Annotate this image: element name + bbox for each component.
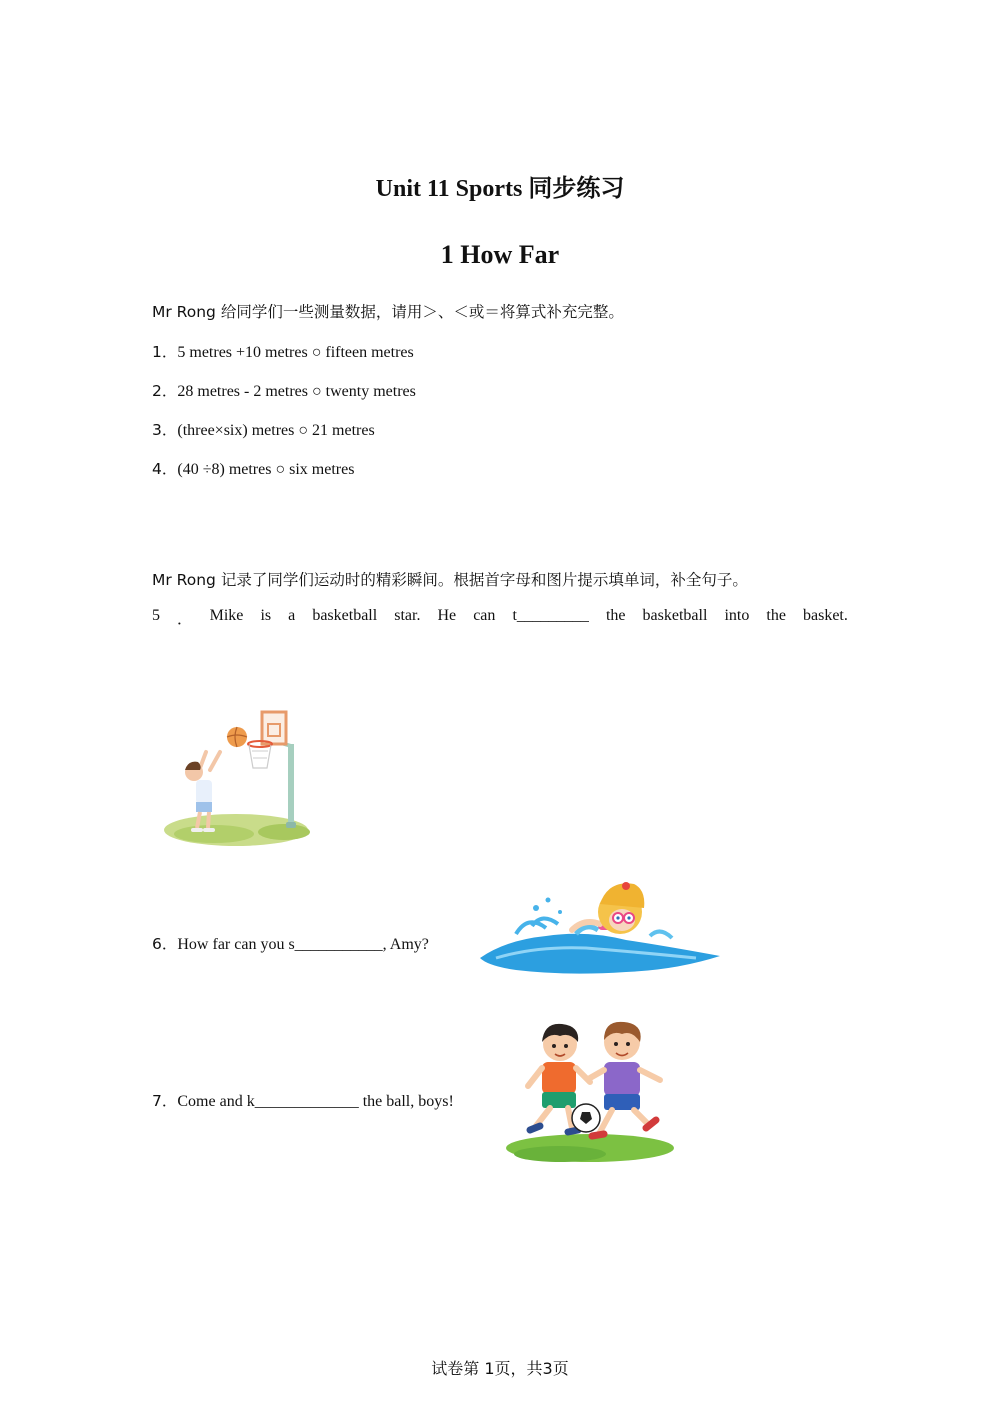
q5-word: star.: [394, 607, 421, 624]
question-5: [152, 607, 848, 629]
q5-word: basket.: [803, 607, 848, 624]
question-number: 3．: [152, 421, 178, 439]
q5-word: is: [260, 607, 272, 624]
question-number: 4．: [152, 460, 178, 478]
question-6: [152, 932, 429, 954]
question-text: (three×six) metres ○ 21 metres: [177, 422, 375, 439]
page-title: Unit 11 Sports 同步练习: [375, 176, 625, 202]
question-2: [152, 379, 416, 401]
question-text: (40 ÷8) metres ○ six metres: [177, 461, 355, 478]
q5-word: a: [288, 607, 296, 624]
question-number: 7．: [152, 1092, 178, 1110]
question-text: 28 metres - 2 metres ○ twenty metres: [177, 383, 416, 400]
section-title: 1 How Far: [440, 240, 560, 269]
question-number: 1．: [152, 343, 178, 361]
q5-blank: t_________: [512, 607, 589, 624]
q5-word: Mike: [209, 607, 244, 624]
q5-word: 5: [152, 607, 160, 624]
part1-instruction: Mr Rong 给同学们一些测量数据，请用＞、＜或＝将算式补充完整。: [152, 303, 624, 321]
soccer-players-illustration: [500, 1016, 682, 1166]
q5-word: can: [473, 607, 496, 624]
page-footer: 试卷第 1页，共3页: [431, 1359, 569, 1378]
question-text: How far can you s___________, Amy?: [177, 936, 429, 953]
q5-word: He: [437, 607, 457, 624]
q5-word: the: [605, 607, 626, 624]
q5-word: basketball: [312, 607, 378, 624]
q5-word: ．: [177, 610, 193, 628]
q5-word: basketball: [642, 607, 708, 624]
question-text: 5 metres +10 metres ○ fifteen metres: [177, 344, 414, 361]
q5-word: the: [766, 607, 786, 624]
question-text: Come and k_____________ the ball, boys!: [177, 1093, 454, 1110]
question-1: [152, 340, 414, 362]
q5-word: into: [724, 607, 750, 624]
question-number: 6．: [152, 935, 178, 953]
swimmer-illustration: [476, 874, 724, 978]
question-4: [152, 457, 354, 479]
question-3: [152, 418, 375, 440]
basketball-player-illustration: [164, 706, 314, 851]
part2-instruction: Mr Rong 记录了同学们运动时的精彩瞬间。根据首字母和图片提示填单词，补全句子。: [152, 571, 748, 589]
question-7: [152, 1089, 454, 1111]
question-number: 2．: [152, 382, 178, 400]
